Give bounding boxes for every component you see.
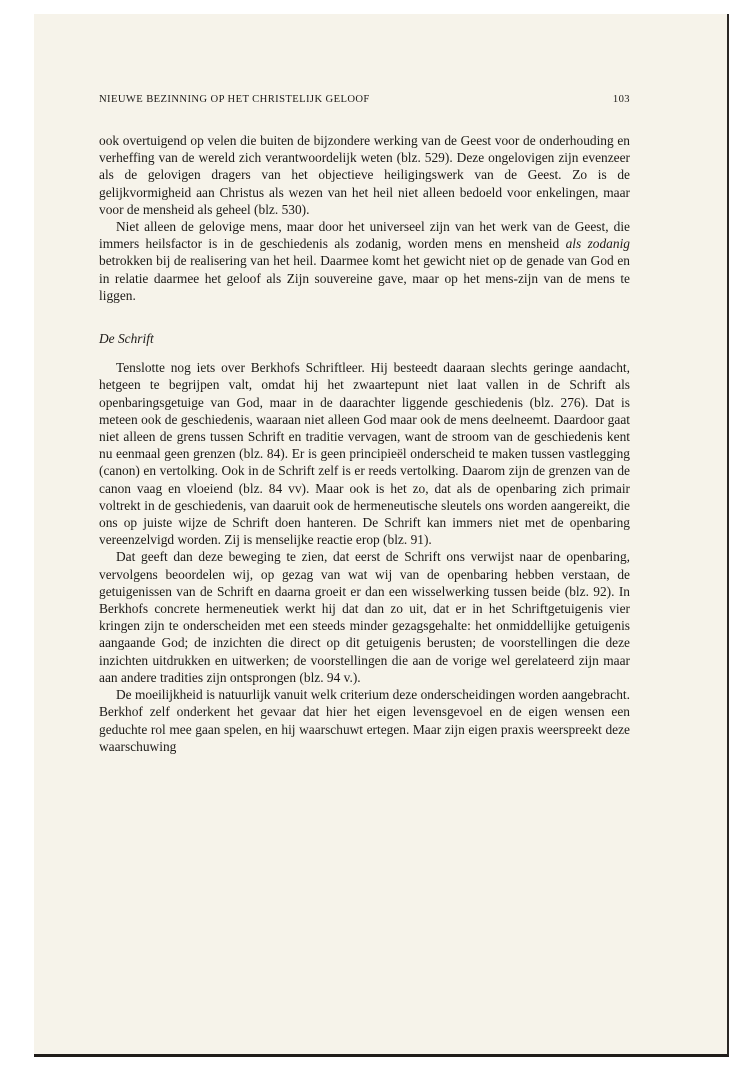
italic-phrase: als zodanig <box>565 236 630 252</box>
paragraph-text: Niet alleen de gelovige mens, maar door het universeel zijn van het werk van de Geest, die immers heilsfactor is in de geschiedenis als zodanig, worden mens en mensheid <box>99 219 630 252</box>
paragraph-text: betrokken bij de realisering van het heil. Daarmee komt het gewicht niet op de genade van God en in relatie daarmee het geloof als Zijn souvereine gave, maar op het mens-zijn van de mens te liggen. <box>99 253 630 303</box>
book-page <box>34 14 729 1057</box>
paragraph: De moeilijkheid is natuurlijk vanuit welk criterium deze onderscheidingen worden aangebracht. Berkhof zelf onderkent het gevaar dat hier het eigen levensgevoel en de eigen wensen een geduchte rol mee gaan spelen, en hij waarschuwt ertegen. Maar zijn eigen praxis weerspreekt deze waarschuwing <box>99 687 630 754</box>
page-number: 103 <box>612 94 630 105</box>
body-text <box>99 132 630 755</box>
paragraph <box>99 218 630 304</box>
running-title: NIEUWE BEZINNING OP HET CHRISTELIJK GELOOF <box>99 94 370 105</box>
section-heading: De Schrift <box>99 331 154 347</box>
paragraph: Tenslotte nog iets over Berkhofs Schriftleer. Hij besteedt daaraan slechts geringe aandacht, hetgeen te begrijpen valt, omdat hij het zwaartepunt niet laat vallen in de Schrift als openbaringsgetuige van God, maar in de daarachter liggende geschiedenis (blz. 276). Dat is meteen ook de geschiedenis, waaraan niet alleen God maar ook de mens deelneemt. Daardoor gaat niet alleen de grens tussen Schrift en traditie vervagen, want de stroom van de geschiedenis kent nu eenmaal geen grenzen (blz. 84). Er is geen principieël onderscheid te maken tussen vastlegging (canon) en vertolking. Ook in de Schrift zelf is er reeds vertolking. Daarom zijn de grenzen van de canon vaag en vloeiend (blz. 84 vv). Maar ook is het zo, dat als de openbaring zich primair voltrekt in de geschiedenis, van daaruit ook de hermeneutische sleutels ons worden aangereikt, die ons op juiste wijze de Schrift doen hanteren. De Schrift kan immers niet met de openbaring vereenzelvigd worden. Zij is menselijke reactie erop (blz. 91). <box>99 360 630 548</box>
running-header <box>99 94 630 105</box>
paragraph: ook overtuigend op velen die buiten de bijzondere werking van de Geest voor de onderhouding en verheffing van de wereld zich verantwoordelijk weten (blz. 529). Deze ongelovigen zijn evenzeer als de gelovigen dragers van het objectieve heiligingswerk van de Geest. Zo is de gelijkvormigheid aan Christus als wezen van het heil niet alleen bedoeld voor enkelingen, maar voor de mensheid als geheel (blz. 530). <box>99 133 630 217</box>
paragraph: Dat geeft dan deze beweging te zien, dat eerst de Schrift ons verwijst naar de openbaring, vervolgens beoordelen wij, op gezag van wat wij van de openbaring hebben verstaan, de getuigenissen van de Schrift en daarna groeit er dan een wisselwerking tussen beide (blz. 92). In Berkhofs concrete hermeneutiek werkt hij dat dan zo uit, dat er in het Schriftgetuigenis vier kringen zijn te onderscheiden met een steeds minder gezagsgehalte: het onmiddellijke getuigenis aangaande God; de inzichten die direct op dit getuigenis berusten; de voorstellingen die deze inzichten uitdrukken en uitwerken; de voorstellingen die aan de vorige wel gerelateerd zijn maar aan andere tradities zijn ontsprongen (blz. 94 v.). <box>99 549 630 685</box>
